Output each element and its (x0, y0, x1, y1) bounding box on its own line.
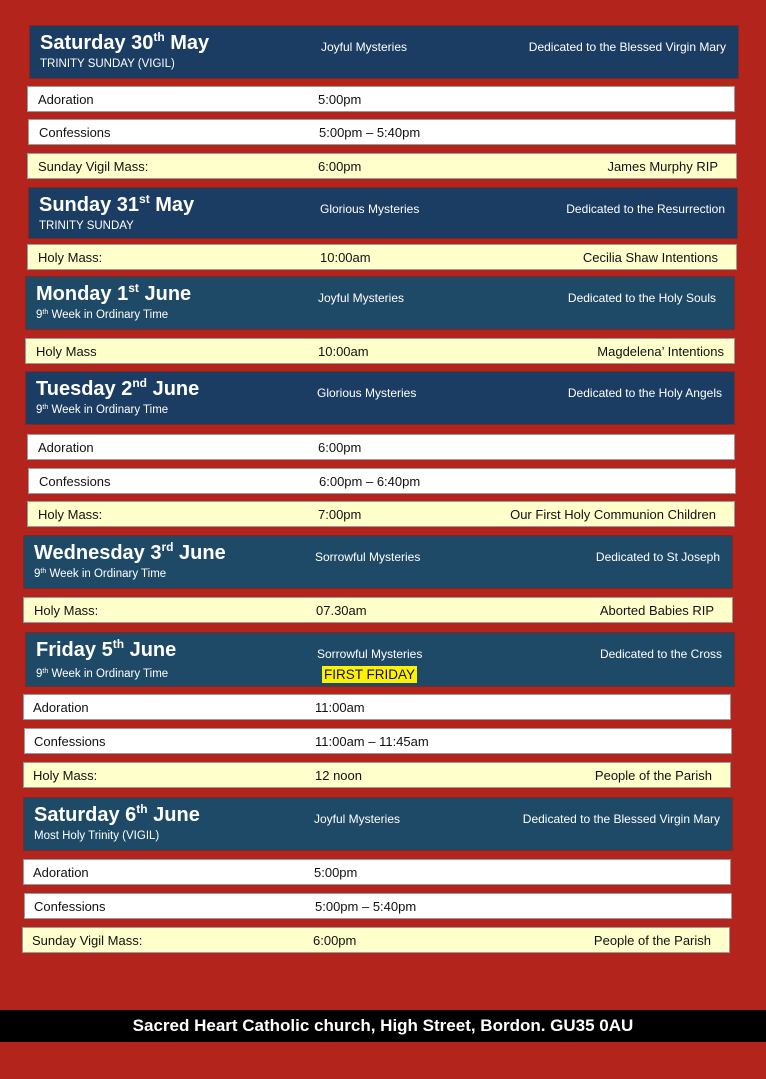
day-header-sunday-31-may (28, 187, 738, 239)
church-address-footer: Sacred Heart Catholic church, High Street, Bordon. GU35 0AU (0, 1010, 766, 1042)
service-label: Adoration (38, 92, 94, 107)
day-title: Tuesday 2nd June (36, 376, 200, 400)
mass-intention: Aborted Babies RIP (599, 603, 714, 618)
schedule-row (28, 119, 736, 145)
mass-intention: People of the Parish (594, 768, 712, 783)
service-label: Confessions (34, 899, 106, 914)
day-header-friday-5-june (25, 632, 735, 687)
service-time: 6:00pm (313, 933, 357, 948)
service-time: 11:00am (315, 700, 365, 715)
schedule-row (27, 501, 735, 527)
day-subtitle: Most Holy Trinity (VIGIL) (34, 830, 160, 842)
mystery: Joyful Mysteries (314, 812, 401, 826)
service-label: Holy Mass: (34, 603, 99, 618)
dedication: Dedicated to the Blessed Virgin Mary (522, 812, 720, 826)
schedule-row (23, 859, 731, 885)
service-label: Holy Mass (36, 344, 97, 359)
schedule-row (23, 762, 731, 788)
first-friday-highlight: FIRST FRIDAY (324, 667, 416, 682)
service-time: 10:00am (320, 250, 371, 265)
dedication: Dedicated to St Joseph (595, 550, 720, 564)
service-label: Holy Mass: (38, 250, 103, 265)
schedule-row (24, 893, 732, 919)
schedule-row (28, 468, 736, 494)
day-title: Wednesday 3rd June (34, 540, 226, 564)
schedule-row (22, 927, 730, 953)
day-subtitle: TRINITY SUNDAY (VIGIL) (40, 58, 175, 70)
service-time: 10:00am (318, 344, 369, 359)
schedule-row (23, 597, 733, 623)
schedule-row (24, 728, 732, 754)
service-label: Adoration (38, 440, 94, 455)
service-time: 5:00pm (314, 865, 358, 880)
day-title: Monday 1st June (36, 281, 192, 305)
service-label: Sunday Vigil Mass: (38, 159, 149, 174)
mystery: Glorious Mysteries (317, 386, 417, 400)
dedication: Dedicated to the Holy Souls (567, 291, 716, 305)
service-time: 5:00pm – 5:40pm (319, 125, 421, 140)
schedule-row (25, 338, 735, 364)
service-label: Sunday Vigil Mass: (32, 933, 143, 948)
schedule-row (27, 244, 737, 270)
service-time: 7:00pm (318, 507, 362, 522)
service-time: 12 noon (315, 768, 362, 783)
mass-intention: Magdelena’ Intentions (597, 344, 724, 359)
mystery: Sorrowful Mysteries (315, 550, 421, 564)
day-subtitle: 9th Week in Ordinary Time (36, 404, 169, 416)
service-time: 5:00pm – 5:40pm (315, 899, 417, 914)
service-time: 5:00pm (318, 92, 362, 107)
service-label: Holy Mass: (38, 507, 103, 522)
mass-intention: Cecilia Shaw Intentions (582, 250, 718, 265)
service-time: 6:00pm (318, 440, 362, 455)
schedule-row (27, 153, 737, 179)
day-title: Saturday 6th June (34, 802, 200, 826)
day-subtitle: 9th Week in Ordinary Time (36, 309, 169, 321)
day-header-wednesday-3-june (23, 535, 733, 589)
mystery: Joyful Mysteries (318, 291, 405, 305)
mystery: Joyful Mysteries (321, 40, 408, 54)
day-header-tuesday-2-june (25, 371, 735, 425)
dedication: Dedicated to the Cross (599, 647, 722, 661)
mystery: Glorious Mysteries (320, 202, 420, 216)
service-label: Confessions (39, 474, 111, 489)
mystery: Sorrowful Mysteries (317, 647, 423, 661)
service-time: 11:00am – 11:45am (315, 734, 429, 749)
mass-intention: People of the Parish (593, 933, 711, 948)
service-label: Holy Mass: (33, 768, 98, 783)
service-label: Confessions (39, 125, 111, 140)
service-label: Adoration (33, 700, 89, 715)
day-title: Saturday 30th May (40, 30, 210, 54)
day-header-saturday-6-june (23, 797, 733, 851)
day-subtitle: TRINITY SUNDAY (39, 220, 134, 232)
service-time: 6:00pm – 6:40pm (319, 474, 421, 489)
day-subtitle: 9th Week in Ordinary Time (34, 568, 167, 580)
service-time: 07.30am (316, 603, 367, 618)
day-title: Sunday 31st May (39, 192, 195, 216)
service-label: Adoration (33, 865, 89, 880)
service-time: 6:00pm (318, 159, 362, 174)
dedication: Dedicated to the Blessed Virgin Mary (528, 40, 726, 54)
mass-intention: Our First Holy Communion Children (510, 507, 716, 522)
schedule-row (27, 86, 735, 112)
day-header-monday-1-june (25, 276, 735, 330)
dedication: Dedicated to the Resurrection (566, 202, 725, 216)
schedule-row (23, 694, 731, 720)
day-title: Friday 5th June (36, 637, 177, 661)
service-label: Confessions (34, 734, 106, 749)
day-header-saturday-30-may (29, 25, 739, 79)
mass-intention: James Murphy RIP (607, 159, 718, 174)
dedication: Dedicated to the Holy Angels (567, 386, 722, 400)
day-subtitle: 9th Week in Ordinary Time (36, 668, 169, 680)
schedule-row (27, 434, 735, 460)
